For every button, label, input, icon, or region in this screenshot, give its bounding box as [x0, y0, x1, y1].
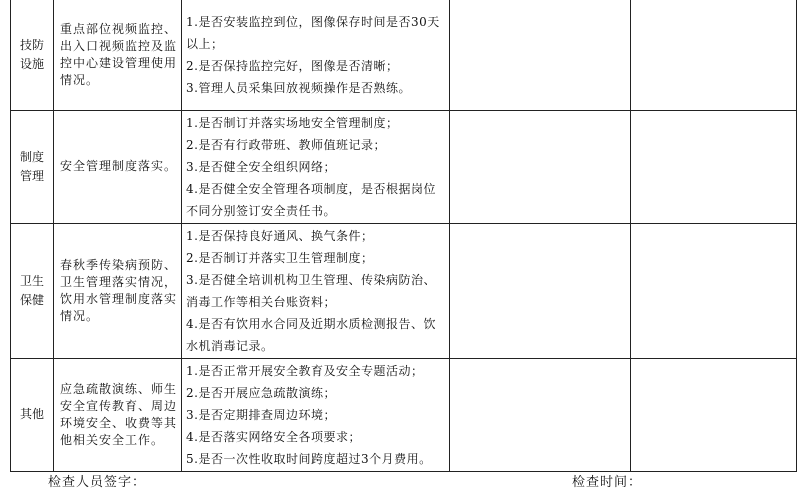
requirement-line: 3.管理人员采集回放视频操作是否熟练。	[186, 80, 411, 95]
table-row	[11, 358, 797, 471]
requirement-line: 1.是否正常开展安全教育及安全专题活动；	[186, 363, 424, 378]
table-row	[11, 223, 797, 358]
blank-cell[interactable]	[450, 0, 631, 110]
inspection-item-cell	[54, 110, 182, 223]
category-cell	[11, 0, 54, 110]
blank-cell[interactable]	[631, 0, 797, 110]
requirements-cell	[182, 358, 450, 471]
inspector-signature-label: 检查人员签字：	[48, 475, 147, 490]
requirements-cell	[182, 110, 450, 223]
category-label: 设施	[19, 56, 44, 71]
requirement-line: 2.是否有行政带班、教师值班记录；	[186, 137, 386, 152]
blank-cell[interactable]	[631, 110, 797, 223]
blank-cell[interactable]	[450, 110, 631, 223]
inspection-item-text: 安全管理制度落实。	[60, 159, 178, 173]
requirements-cell	[182, 223, 450, 358]
category-label: 卫生	[19, 273, 44, 288]
blank-cell[interactable]	[450, 358, 631, 471]
table-row	[11, 110, 797, 223]
category-label: 管理	[19, 168, 44, 183]
inspection-table	[10, 0, 797, 472]
requirement-line: 1.是否安装监控到位，图像保存时间是否30天以上；	[186, 14, 440, 51]
inspection-item-text: 重点部位视频监控、出入口视频监控及监控中心建设管理使用情况。	[60, 21, 178, 87]
category-label: 制度	[19, 149, 44, 164]
blank-cell[interactable]	[631, 358, 797, 471]
category-label: 其他	[19, 407, 44, 421]
category-cell	[11, 358, 54, 471]
blank-cell[interactable]	[631, 223, 797, 358]
requirement-line: 2.是否开展应急疏散演练；	[186, 385, 336, 400]
inspection-item-text: 春秋季传染病预防、卫生管理落实情况，饮用水管理制度落实情况。	[60, 257, 178, 323]
blank-cell[interactable]	[450, 223, 631, 358]
table-row	[11, 0, 797, 110]
inspection-item-cell	[54, 0, 182, 110]
requirement-line: 4.是否落实网络安全各项要求；	[186, 429, 361, 444]
category-label: 技防	[19, 37, 44, 52]
inspection-item-cell	[54, 223, 182, 358]
requirement-line: 5.是否一次性收取时间跨度超过3个月费用。	[186, 451, 432, 466]
requirement-line: 4.是否有饮用水合同及近期水质检测报告、饮水机消毒记录。	[186, 316, 436, 353]
requirement-line: 3.是否健全安全组织网络；	[186, 159, 336, 174]
inspection-item-text: 应急疏散演练、师生安全宣传教育、周边环境安全、收费等其他相关安全工作。	[60, 381, 178, 447]
requirement-line: 3.是否健全培训机构卫生管理、传染病防治、消毒工作等相关台账资料；	[186, 272, 436, 309]
category-cell	[11, 110, 54, 223]
category-label: 保健	[19, 292, 44, 307]
requirements-cell	[182, 0, 450, 110]
requirement-line: 2.是否制订并落实卫生管理制度；	[186, 250, 374, 265]
requirement-line: 4.是否健全安全管理各项制度，是否根据岗位不同分别签订安全责任书。	[186, 181, 436, 218]
inspection-item-cell	[54, 358, 182, 471]
requirement-line: 1.是否保持良好通风、换气条件；	[186, 228, 374, 243]
category-cell	[11, 223, 54, 358]
requirement-line: 2.是否保持监控完好，图像是否清晰；	[186, 58, 399, 73]
inspection-time-label: 检查时间：	[572, 475, 643, 490]
requirement-line: 1.是否制订并落实场地安全管理制度；	[186, 115, 399, 130]
requirement-line: 3.是否定期排查周边环境；	[186, 407, 336, 422]
